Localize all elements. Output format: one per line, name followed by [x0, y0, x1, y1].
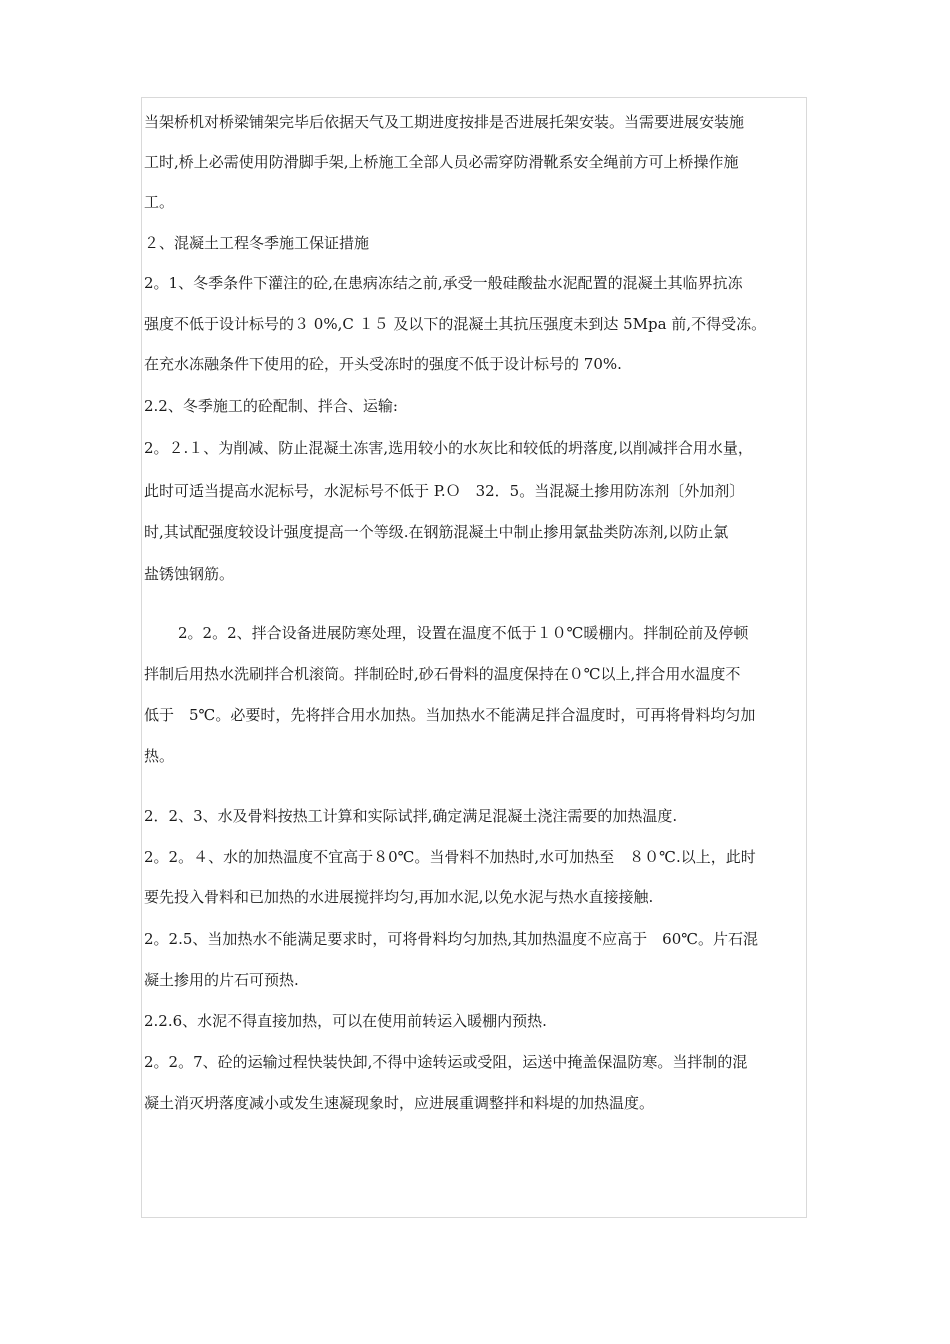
text-line: 凝土消灭坍落度减小或发生速凝现象时，应进展重调整拌和料堤的加热温度。	[144, 1094, 655, 1112]
text-line: 此时可适当提高水泥标号，水泥标号不低于 P.Ｏ 32．5。当混凝土掺用防冻剂〔外加剂〕	[144, 482, 745, 500]
page-border	[141, 97, 807, 1218]
text-line: 2。1、冬季条件下灌注的砼,在患病冻结之前,承受一般硅酸盐水泥配置的混凝土其临界抗冻	[144, 274, 743, 292]
text-line: 在充水冻融条件下使用的砼，开头受冻时的强度不低于设计标号的 70%.	[144, 355, 622, 373]
text-line: 低于 5℃。必要时，先将拌合用水加热。当加热水不能满足拌合温度时，可再将骨料均匀加	[144, 706, 756, 724]
subsection-heading: 2.2、冬季施工的砼配制、拌合、运输:	[144, 397, 398, 415]
text-line: 2。2.5、当加热水不能满足要求时，可将骨料均匀加热,其加热温度不应高于 60℃。片石混	[144, 930, 759, 948]
section-heading: ２、混凝土工程冬季施工保证措施	[144, 234, 370, 252]
text-line: 2。2。４、水的加热温度不宜高于８0℃。当骨料不加热时,水可加热至 ８０℃.以上，此时	[144, 848, 756, 866]
text-line: 2。２.１、为削减、防止混凝土冻害,选用较小的水灰比和较低的坍落度,以削减拌合用水量，	[144, 439, 753, 457]
text-line: 盐锈蚀钢筋。	[144, 565, 235, 583]
text-line: 要先投入骨料和已加热的水进展搅拌均匀,再加水泥,以免水泥与热水直接接触.	[144, 888, 654, 906]
text-line: 热。	[144, 747, 175, 765]
text-line: 时,其试配强度较设计强度提高一个等级.在钢筋混凝土中制止掺用氯盐类防冻剂,以防止氯	[144, 523, 729, 541]
text-line: 2。2。2、拌合设备进展防寒处理，设置在温度不低于１０℃暖棚内。拌制砼前及停顿	[178, 624, 749, 642]
text-line: 拌制后用热水洗刷拌合机滚筒。拌制砼时,砂石骨料的温度保持在０℃以上,拌合用水温度不	[144, 665, 741, 683]
text-line: 凝土掺用的片石可预热.	[144, 971, 299, 989]
text-line: 2。2。7、砼的运输过程快装快卸,不得中途转运或受阻，运送中掩盖保温防寒。当拌制的混	[144, 1053, 748, 1071]
text-line: 2.2.6、水泥不得直接加热，可以在使用前转运入暖棚内预热.	[144, 1012, 547, 1030]
text-line: 工。	[144, 193, 175, 211]
text-line: 2．2、3、水及骨料按热工计算和实际试拌,确定满足混凝土浇注需要的加热温度.	[144, 807, 678, 825]
text-line: 工时,桥上必需使用防滑脚手架,上桥施工全部人员必需穿防滑靴系安全绳前方可上桥操作施	[144, 153, 739, 171]
text-line: 强度不低于设计标号的３ 0%,C １５ 及以下的混凝土其抗压强度未到达 5Mpa 前,不得受冻。	[144, 315, 767, 333]
text-line: 当架桥机对桥梁铺架完毕后依据天气及工期进度按排是否进展托架安装。当需要进展安装施	[144, 113, 745, 131]
